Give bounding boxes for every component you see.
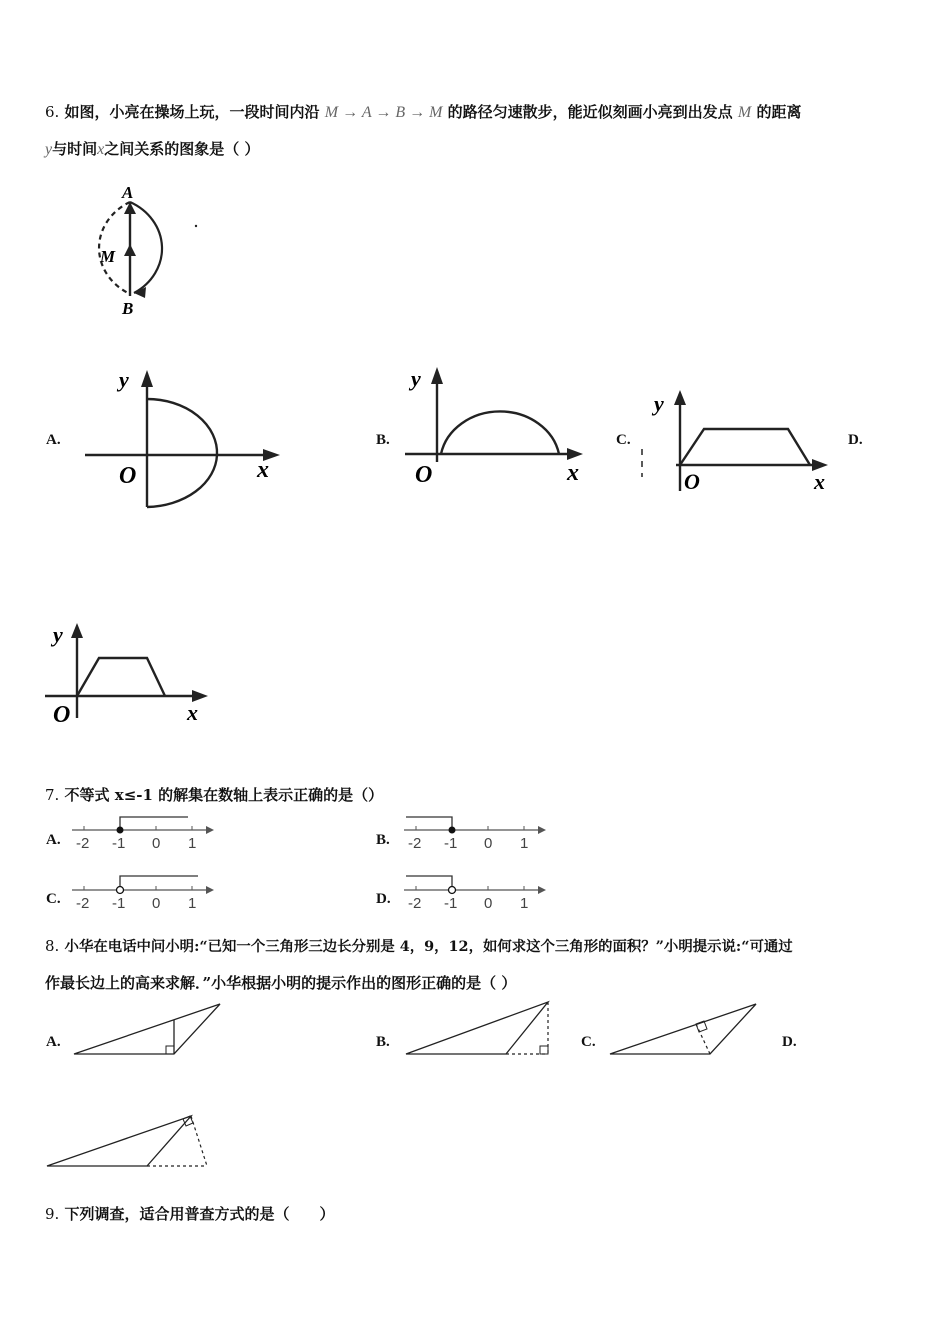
q9-number: 9.	[45, 1205, 60, 1223]
q6d-axis-o: O	[53, 702, 71, 728]
q7c-tick-1: -2	[76, 895, 90, 912]
q7-option-d-numberline	[402, 872, 552, 914]
q7c-tick-4: 1	[188, 895, 197, 912]
q8-number: 8.	[45, 937, 60, 955]
q6-label-a: A	[122, 183, 134, 202]
q6-dot	[195, 225, 197, 227]
q6-label-m: M	[100, 247, 116, 266]
q6d-axis-y: y	[53, 622, 63, 647]
q6c-axis-o: O	[684, 469, 700, 494]
q9-line	[45, 1204, 335, 1224]
q7-option-c-label[interactable]: C.	[46, 891, 61, 907]
q8-option-c-triangle	[608, 1002, 760, 1060]
q6-text-e: 之间关系的图象是（ ）	[104, 140, 260, 158]
q6-text-a: 如图，小亮在操场上玩，一段时间内沿	[64, 103, 320, 121]
q6-line1	[45, 102, 801, 123]
q7b-tick-2: -1	[444, 835, 458, 852]
q6-number: 6.	[45, 103, 60, 121]
q6d-axis-x: x	[187, 700, 198, 725]
q6-var-m: M	[737, 104, 752, 121]
q6-option-b-label[interactable]: B.	[376, 432, 390, 448]
q7a-tick-1: -2	[76, 835, 90, 852]
q7a-tick-2: -1	[112, 835, 126, 852]
q6-option-c-label[interactable]: C.	[616, 432, 631, 448]
q7-option-d-label[interactable]: D.	[376, 891, 391, 907]
q7-number: 7.	[45, 786, 60, 804]
q8-text-line1: 小华在电话中问小明:“已知一个三角形三边长分别是 4，9，12，如何求这个三角形的面积？”小明提示说:“可通过	[64, 938, 793, 955]
q7b-tick-3: 0	[484, 835, 493, 852]
q6c-axis-x: x	[814, 469, 825, 494]
q8-text-line2: 作最长边上的高来求解．”小华根据小明的提示作出的图形正确的是（ ）	[45, 974, 517, 992]
q7d-tick-1: -2	[408, 895, 422, 912]
q8-option-d-triangle	[45, 1112, 215, 1172]
q8-option-b-triangle	[404, 1000, 554, 1060]
q6a-axis-x: x	[257, 457, 269, 483]
q6-option-c-graph	[640, 385, 840, 495]
q7d-tick-4: 1	[520, 895, 529, 912]
q6b-axis-o: O	[415, 462, 433, 488]
q7-option-b-numberline	[402, 812, 552, 854]
q6-line2	[45, 139, 259, 160]
q8-option-a-label[interactable]: A.	[46, 1034, 61, 1050]
q6-text-b: 的路径匀速散步，能近似刻画小亮到出发点	[447, 103, 733, 121]
q6-path-diagram	[60, 180, 210, 320]
q7-option-c-numberline	[70, 872, 220, 914]
q6-text-d: 与时间	[52, 140, 98, 158]
q6-option-a-graph	[85, 365, 295, 510]
q6-arrow-mid	[124, 244, 136, 256]
q6-text-c: 的距离	[756, 103, 802, 121]
q6c-axis-y: y	[654, 391, 664, 416]
q6-var-y: y	[45, 141, 53, 158]
q6-path-expr: M → A → B → M	[324, 104, 443, 121]
q8-line1	[45, 936, 793, 957]
q8-option-d-label[interactable]: D.	[782, 1034, 797, 1050]
q7d-tick-2: -1	[444, 895, 458, 912]
q7b-tick-4: 1	[520, 835, 529, 852]
q7c-tick-3: 0	[152, 895, 161, 912]
q6a-axis-o: O	[119, 463, 137, 489]
q6-var-x: x	[97, 141, 105, 158]
q7a-tick-4: 1	[188, 835, 197, 852]
q6-option-a-label[interactable]: A.	[46, 432, 61, 448]
q8-line2	[45, 973, 516, 993]
q7-option-b-label[interactable]: B.	[376, 832, 390, 848]
q7-text: 不等式 x≤-1 的解集在数轴上表示正确的是（）	[64, 786, 384, 804]
q6-label-b: B	[122, 299, 134, 318]
q6a-axis-y: y	[119, 367, 129, 392]
q7a-tick-3: 0	[152, 835, 161, 852]
q6-option-d-label[interactable]: D.	[848, 432, 863, 448]
q8-option-c-label[interactable]: C.	[581, 1034, 596, 1050]
q7-option-a-numberline	[70, 812, 220, 854]
q8-option-b-label[interactable]: B.	[376, 1034, 390, 1050]
q6b-axis-y: y	[411, 366, 421, 391]
q7c-tick-2: -1	[112, 895, 126, 912]
q7-option-a-label[interactable]: A.	[46, 832, 61, 848]
q9-text: 下列调查，适合用普查方式的是（ ）	[64, 1205, 335, 1223]
q7b-tick-1: -2	[408, 835, 422, 852]
q7d-tick-3: 0	[484, 895, 493, 912]
q6-option-d-graph	[45, 618, 220, 728]
q6-option-b-graph	[405, 362, 595, 487]
q6b-axis-x: x	[567, 460, 579, 486]
q7-line	[45, 785, 383, 805]
q8-option-a-triangle	[72, 1002, 224, 1060]
q6-solid-arc	[130, 202, 162, 293]
